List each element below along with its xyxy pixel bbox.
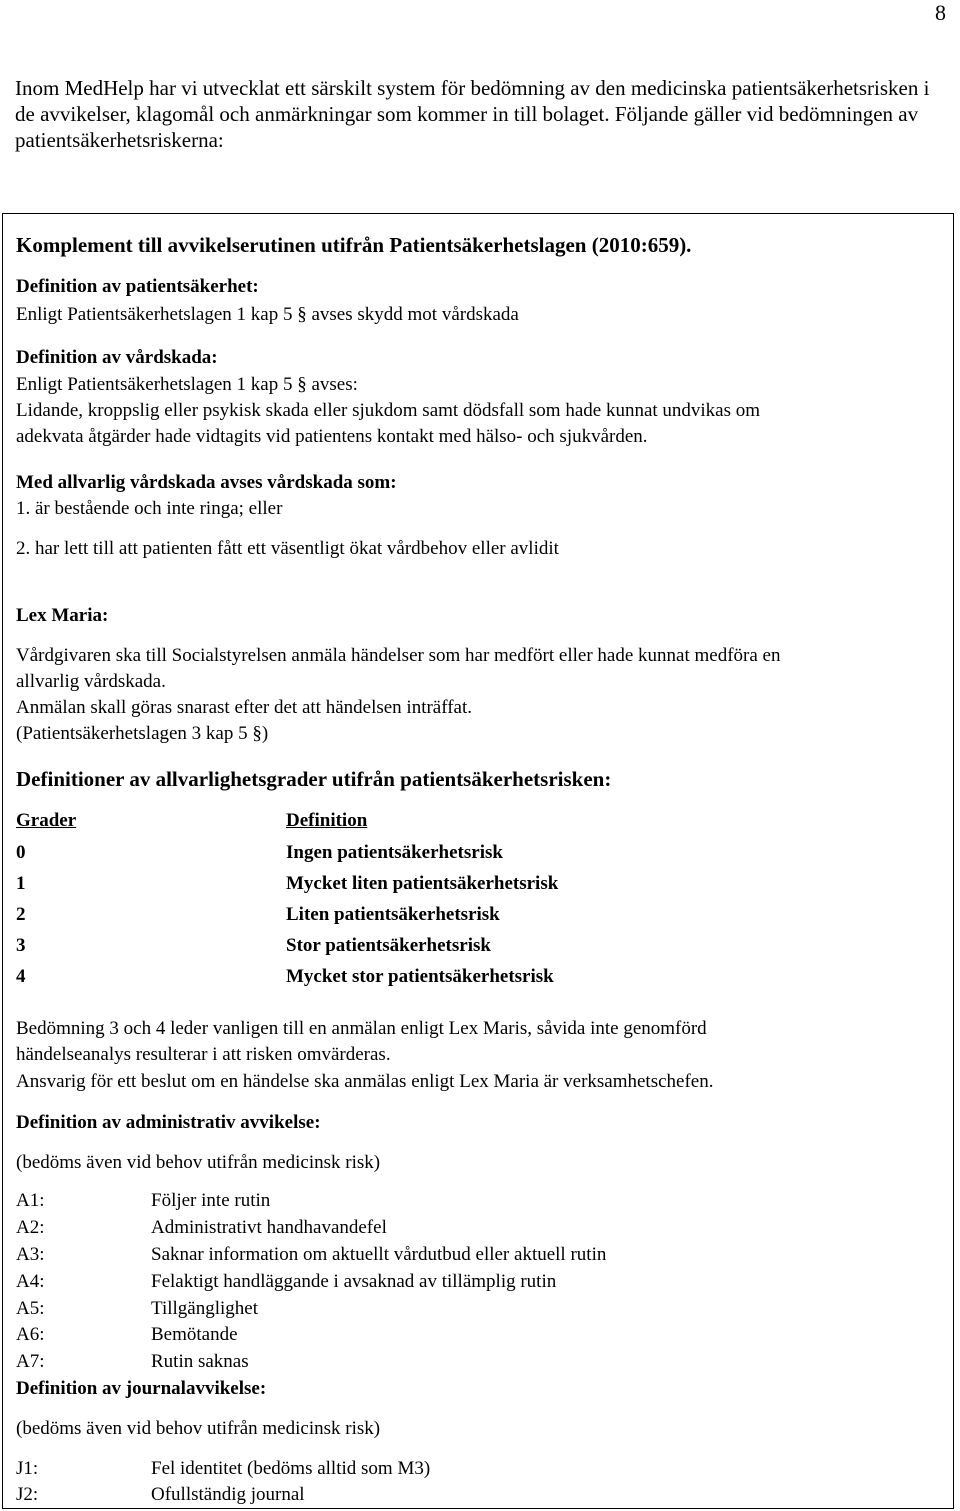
grade-value: 2 <box>16 904 26 925</box>
allvarlig-item-2: 2. har lett till att patienten fått ett väsentligt ökat vårdbehov eller avlidit <box>16 538 559 559</box>
code-label: A5: <box>16 1298 45 1319</box>
assess-line2: händelseanalys resulterar i att risken omvärderas. <box>16 1044 391 1065</box>
code-label: A6: <box>16 1324 45 1345</box>
grades-header-definition: Definition <box>286 810 368 831</box>
code-text: Bemötande <box>151 1324 238 1345</box>
grade-definition: Mycket stor patientsäkerhetsrisk <box>286 966 554 987</box>
grade-row <box>16 840 716 871</box>
def-patient-title: Definition av patientsäkerhet: <box>16 276 259 297</box>
admin-title: Definition av administrativ avvikelse: <box>16 1112 321 1133</box>
code-label: J1: <box>16 1458 39 1479</box>
code-text: Fel identitet (bedöms alltid som M3) <box>151 1458 431 1479</box>
grade-value: 0 <box>16 842 26 863</box>
grade-definition: Mycket liten patientsäkerhetsrisk <box>286 873 559 894</box>
grade-row <box>16 964 716 995</box>
journal-note: (bedöms även vid behov utifrån medicinsk risk) <box>16 1418 381 1439</box>
code-label: A1: <box>16 1190 45 1211</box>
code-label: A2: <box>16 1217 45 1238</box>
grade-definition: Ingen patientsäkerhetsrisk <box>286 842 503 863</box>
def-vard-title: Definition av vårdskada: <box>16 347 218 368</box>
intro-paragraph: Inom MedHelp har vi utvecklat ett särskilt system för bedömning av den medicinska patientsäkerhetsrisken i de avvikelser, klagomål och anmärkningar som kommer in till bolaget. Följande gäller vid bedömningen av patientsäkerhetsriskerna: <box>15 76 930 152</box>
lexmaria-title: Lex Maria: <box>16 605 109 626</box>
grades-title: Definitioner av allvarlighetsgrader utifrån patientsäkerhetsrisken: <box>16 767 612 791</box>
lexmaria-line1: Vårdgivaren ska till Socialstyrelsen anmäla händelser som har medfört eller hade kunnat medföra en <box>16 645 781 666</box>
code-text: Följer inte rutin <box>151 1190 271 1211</box>
code-label: A4: <box>16 1271 45 1292</box>
assess-line3: Ansvarig för ett beslut om en händelse ska anmälas enligt Lex Maria är verksamhetschefen. <box>16 1071 714 1092</box>
assess-line1: Bedömning 3 och 4 leder vanligen till en anmälan enligt Lex Maris, såvida inte genomförd <box>16 1018 707 1039</box>
section-heading: Komplement till avvikelserutinen utifrån Patientsäkerhetslagen (2010:659). <box>16 233 692 257</box>
code-label: A3: <box>16 1244 45 1265</box>
def-vard-line1: Enligt Patientsäkerhetslagen 1 kap 5 § avses: <box>16 374 358 395</box>
grade-value: 4 <box>16 966 26 987</box>
code-label: A7: <box>16 1351 45 1372</box>
grade-row <box>16 902 716 933</box>
def-vard-line2: Lidande, kroppslig eller psykisk skada eller sjukdom samt dödsfall som hade kunnat undvikas om <box>16 400 761 421</box>
journal-title: Definition av journalavvikelse: <box>16 1378 267 1399</box>
allvarlig-item-1: 1. är bestående och inte ringa; eller <box>16 498 283 519</box>
lexmaria-line3: Anmälan skall göras snarast efter det att händelsen inträffat. <box>16 697 473 718</box>
grade-value: 3 <box>16 935 26 956</box>
allvarlig-title: Med allvarlig vårdskada avses vårdskada som: <box>16 472 397 493</box>
grades-header-grade: Grader <box>16 810 77 831</box>
code-text: Administrativt handhavandefel <box>151 1217 387 1238</box>
code-label: J2: <box>16 1484 39 1505</box>
code-text: Felaktigt handläggande i avsaknad av tillämplig rutin <box>151 1271 557 1292</box>
grade-row <box>16 933 716 964</box>
page-number: 8 <box>935 0 946 25</box>
lexmaria-line2: allvarlig vårdskada. <box>16 671 166 692</box>
code-text: Saknar information om aktuellt vårdutbud eller aktuell rutin <box>151 1244 607 1265</box>
def-patient-text: Enligt Patientsäkerhetslagen 1 kap 5 § avses skydd mot vårdskada <box>16 304 519 325</box>
grade-definition: Stor patientsäkerhetsrisk <box>286 935 491 956</box>
grades-header <box>16 808 716 839</box>
code-text: Tillgänglighet <box>151 1298 258 1319</box>
code-text: Ofullständig journal <box>151 1484 305 1505</box>
lexmaria-line4: (Patientsäkerhetslagen 3 kap 5 §) <box>16 723 269 744</box>
admin-note: (bedöms även vid behov utifrån medicinsk risk) <box>16 1152 381 1173</box>
code-text: Rutin saknas <box>151 1351 249 1372</box>
grade-row <box>16 871 716 902</box>
grade-value: 1 <box>16 873 26 894</box>
def-vard-line3: adekvata åtgärder hade vidtagits vid patientens kontakt med hälso- och sjukvården. <box>16 426 648 447</box>
grade-definition: Liten patientsäkerhetsrisk <box>286 904 500 925</box>
